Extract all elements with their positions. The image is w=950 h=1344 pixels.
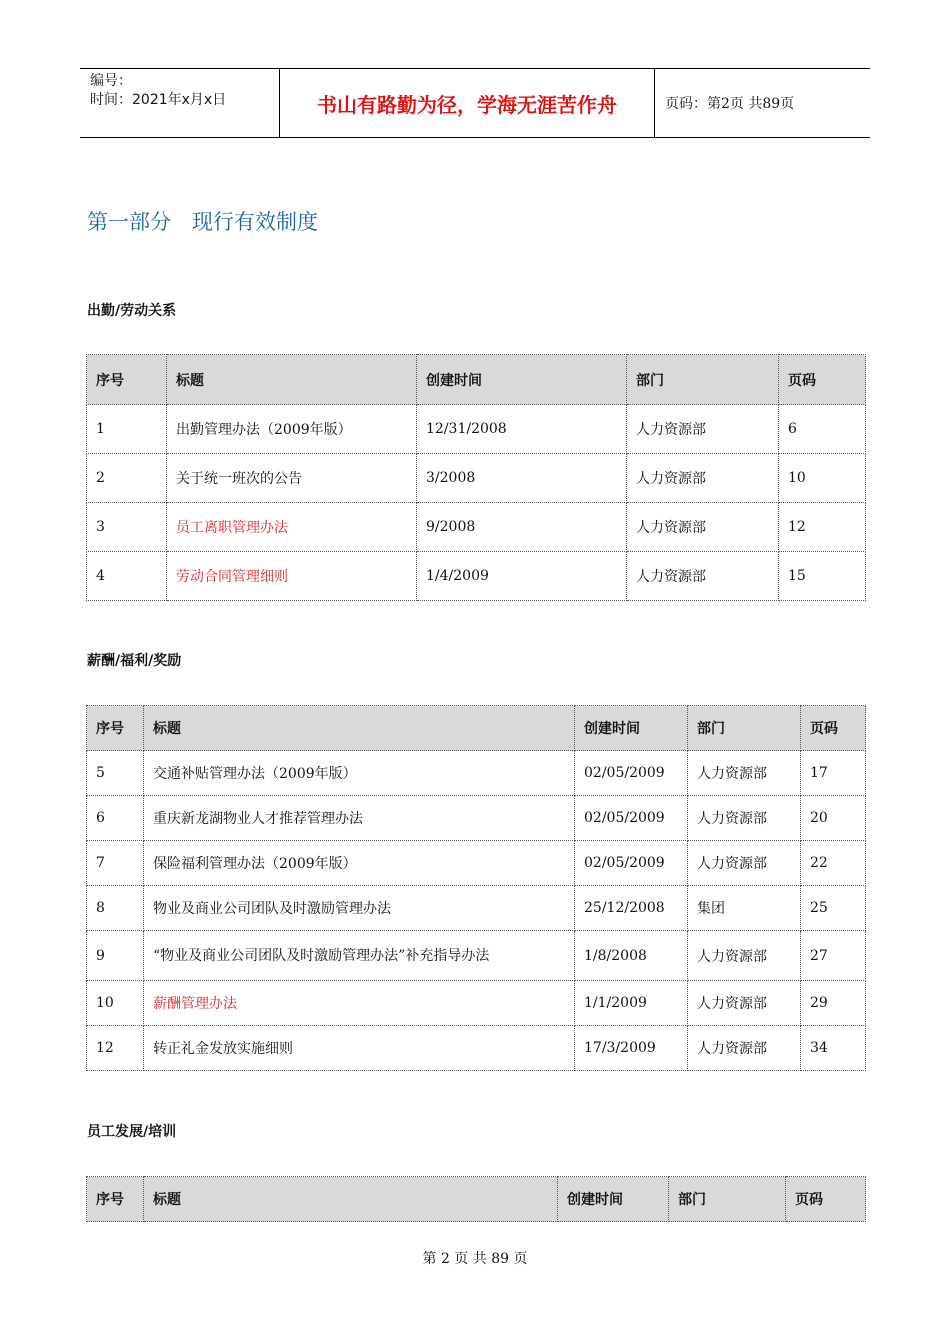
header-motto: 书山有路勤为径，学海无涯苦作舟 xyxy=(280,69,655,137)
table-row xyxy=(87,931,866,981)
cell-no: 4 xyxy=(87,552,167,601)
cell-page: 22 xyxy=(801,841,866,886)
cell-page: 10 xyxy=(779,454,866,503)
table-attendance xyxy=(86,354,866,601)
page-header xyxy=(80,68,870,138)
table-row xyxy=(87,552,866,601)
col-header-no: 序号 xyxy=(87,706,144,751)
part-title: 第一部分 现行有效制度 xyxy=(87,210,318,234)
col-header-no: 序号 xyxy=(87,355,167,405)
cell-no: 10 xyxy=(87,981,144,1026)
cell-dept: 人力资源部 xyxy=(688,981,801,1026)
cell-dept: 人力资源部 xyxy=(688,841,801,886)
cell-no: 6 xyxy=(87,796,144,841)
cell-no: 2 xyxy=(87,454,167,503)
section-title-attendance: 出勤/劳动关系 xyxy=(87,303,177,319)
cell-page: 27 xyxy=(801,931,866,981)
cell-no: 5 xyxy=(87,751,144,796)
col-header-dept: 部门 xyxy=(627,355,779,405)
cell-dept: 人力资源部 xyxy=(627,552,779,601)
cell-title: 重庆新龙湖物业人才推荐管理办法 xyxy=(144,796,575,841)
cell-title-link[interactable]: 劳动合同管理细则 xyxy=(167,552,417,601)
cell-dept: 人力资源部 xyxy=(688,931,801,981)
cell-date: 3/2008 xyxy=(417,454,627,503)
cell-title: 交通补贴管理办法（2009年版） xyxy=(144,751,575,796)
cell-title: 关于统一班次的公告 xyxy=(167,454,417,503)
col-header-dept: 部门 xyxy=(669,1177,786,1222)
cell-no: 8 xyxy=(87,886,144,931)
col-header-date: 创建时间 xyxy=(575,706,688,751)
cell-date: 1/4/2009 xyxy=(417,552,627,601)
cell-page: 6 xyxy=(779,405,866,454)
cell-no: 3 xyxy=(87,503,167,552)
table-row xyxy=(87,841,866,886)
cell-page: 17 xyxy=(801,751,866,796)
col-header-dept: 部门 xyxy=(688,706,801,751)
table-row xyxy=(87,405,866,454)
cell-title-link[interactable]: 薪酬管理办法 xyxy=(144,981,575,1026)
col-header-date: 创建时间 xyxy=(558,1177,669,1222)
cell-date: 02/05/2009 xyxy=(575,841,688,886)
table-header-row xyxy=(87,706,866,751)
cell-page: 25 xyxy=(801,886,866,931)
cell-page: 15 xyxy=(779,552,866,601)
cell-title: 物业及商业公司团队及时激励管理办法 xyxy=(144,886,575,931)
cell-page: 12 xyxy=(779,503,866,552)
cell-date: 17/3/2009 xyxy=(575,1026,688,1071)
col-header-title: 标题 xyxy=(144,706,575,751)
cell-page: 29 xyxy=(801,981,866,1026)
cell-no: 7 xyxy=(87,841,144,886)
col-header-page: 页码 xyxy=(801,706,866,751)
col-header-page: 页码 xyxy=(779,355,866,405)
cell-date: 02/05/2009 xyxy=(575,751,688,796)
cell-dept: 人力资源部 xyxy=(627,503,779,552)
table-row xyxy=(87,454,866,503)
cell-dept: 人力资源部 xyxy=(688,796,801,841)
time-label: 时间：2021年x月x日 xyxy=(90,92,227,108)
header-meta xyxy=(80,69,280,137)
table-header-row xyxy=(87,1177,866,1222)
cell-date: 1/8/2008 xyxy=(575,931,688,981)
table-row xyxy=(87,796,866,841)
table-row xyxy=(87,886,866,931)
cell-title: 转正礼金发放实施细则 xyxy=(144,1026,575,1071)
cell-date: 9/2008 xyxy=(417,503,627,552)
cell-page: 34 xyxy=(801,1026,866,1071)
cell-title: “物业及商业公司团队及时激励管理办法”补充指导办法 xyxy=(144,931,575,981)
cell-dept: 人力资源部 xyxy=(688,1026,801,1071)
table-row xyxy=(87,751,866,796)
cell-dept: 集团 xyxy=(688,886,801,931)
cell-no: 1 xyxy=(87,405,167,454)
table-development xyxy=(86,1176,866,1222)
cell-date: 25/12/2008 xyxy=(575,886,688,931)
number-label: 编号： xyxy=(90,73,132,89)
table-header-row xyxy=(87,355,866,405)
section-title-compensation: 薪酬/福利/奖励 xyxy=(87,653,182,669)
cell-date: 02/05/2009 xyxy=(575,796,688,841)
table-compensation xyxy=(86,705,866,1071)
cell-title: 保险福利管理办法（2009年版） xyxy=(144,841,575,886)
cell-title-link[interactable]: 员工离职管理办法 xyxy=(167,503,417,552)
cell-dept: 人力资源部 xyxy=(627,454,779,503)
cell-page: 20 xyxy=(801,796,866,841)
cell-no: 9 xyxy=(87,931,144,981)
page-footer: 第 2 页 共 89 页 xyxy=(422,1251,528,1267)
cell-dept: 人力资源部 xyxy=(627,405,779,454)
cell-title: 出勤管理办法（2009年版） xyxy=(167,405,417,454)
header-page-info: 页码：第2页 共89页 xyxy=(665,96,795,112)
col-header-title: 标题 xyxy=(167,355,417,405)
table-row xyxy=(87,1026,866,1071)
col-header-date: 创建时间 xyxy=(417,355,627,405)
cell-dept: 人力资源部 xyxy=(688,751,801,796)
cell-date: 1/1/2009 xyxy=(575,981,688,1026)
cell-date: 12/31/2008 xyxy=(417,405,627,454)
col-header-title: 标题 xyxy=(144,1177,558,1222)
col-header-page: 页码 xyxy=(786,1177,866,1222)
table-row xyxy=(87,981,866,1026)
section-title-development: 员工发展/培训 xyxy=(87,1124,177,1140)
table-row xyxy=(87,503,866,552)
col-header-no: 序号 xyxy=(87,1177,144,1222)
cell-no: 12 xyxy=(87,1026,144,1071)
